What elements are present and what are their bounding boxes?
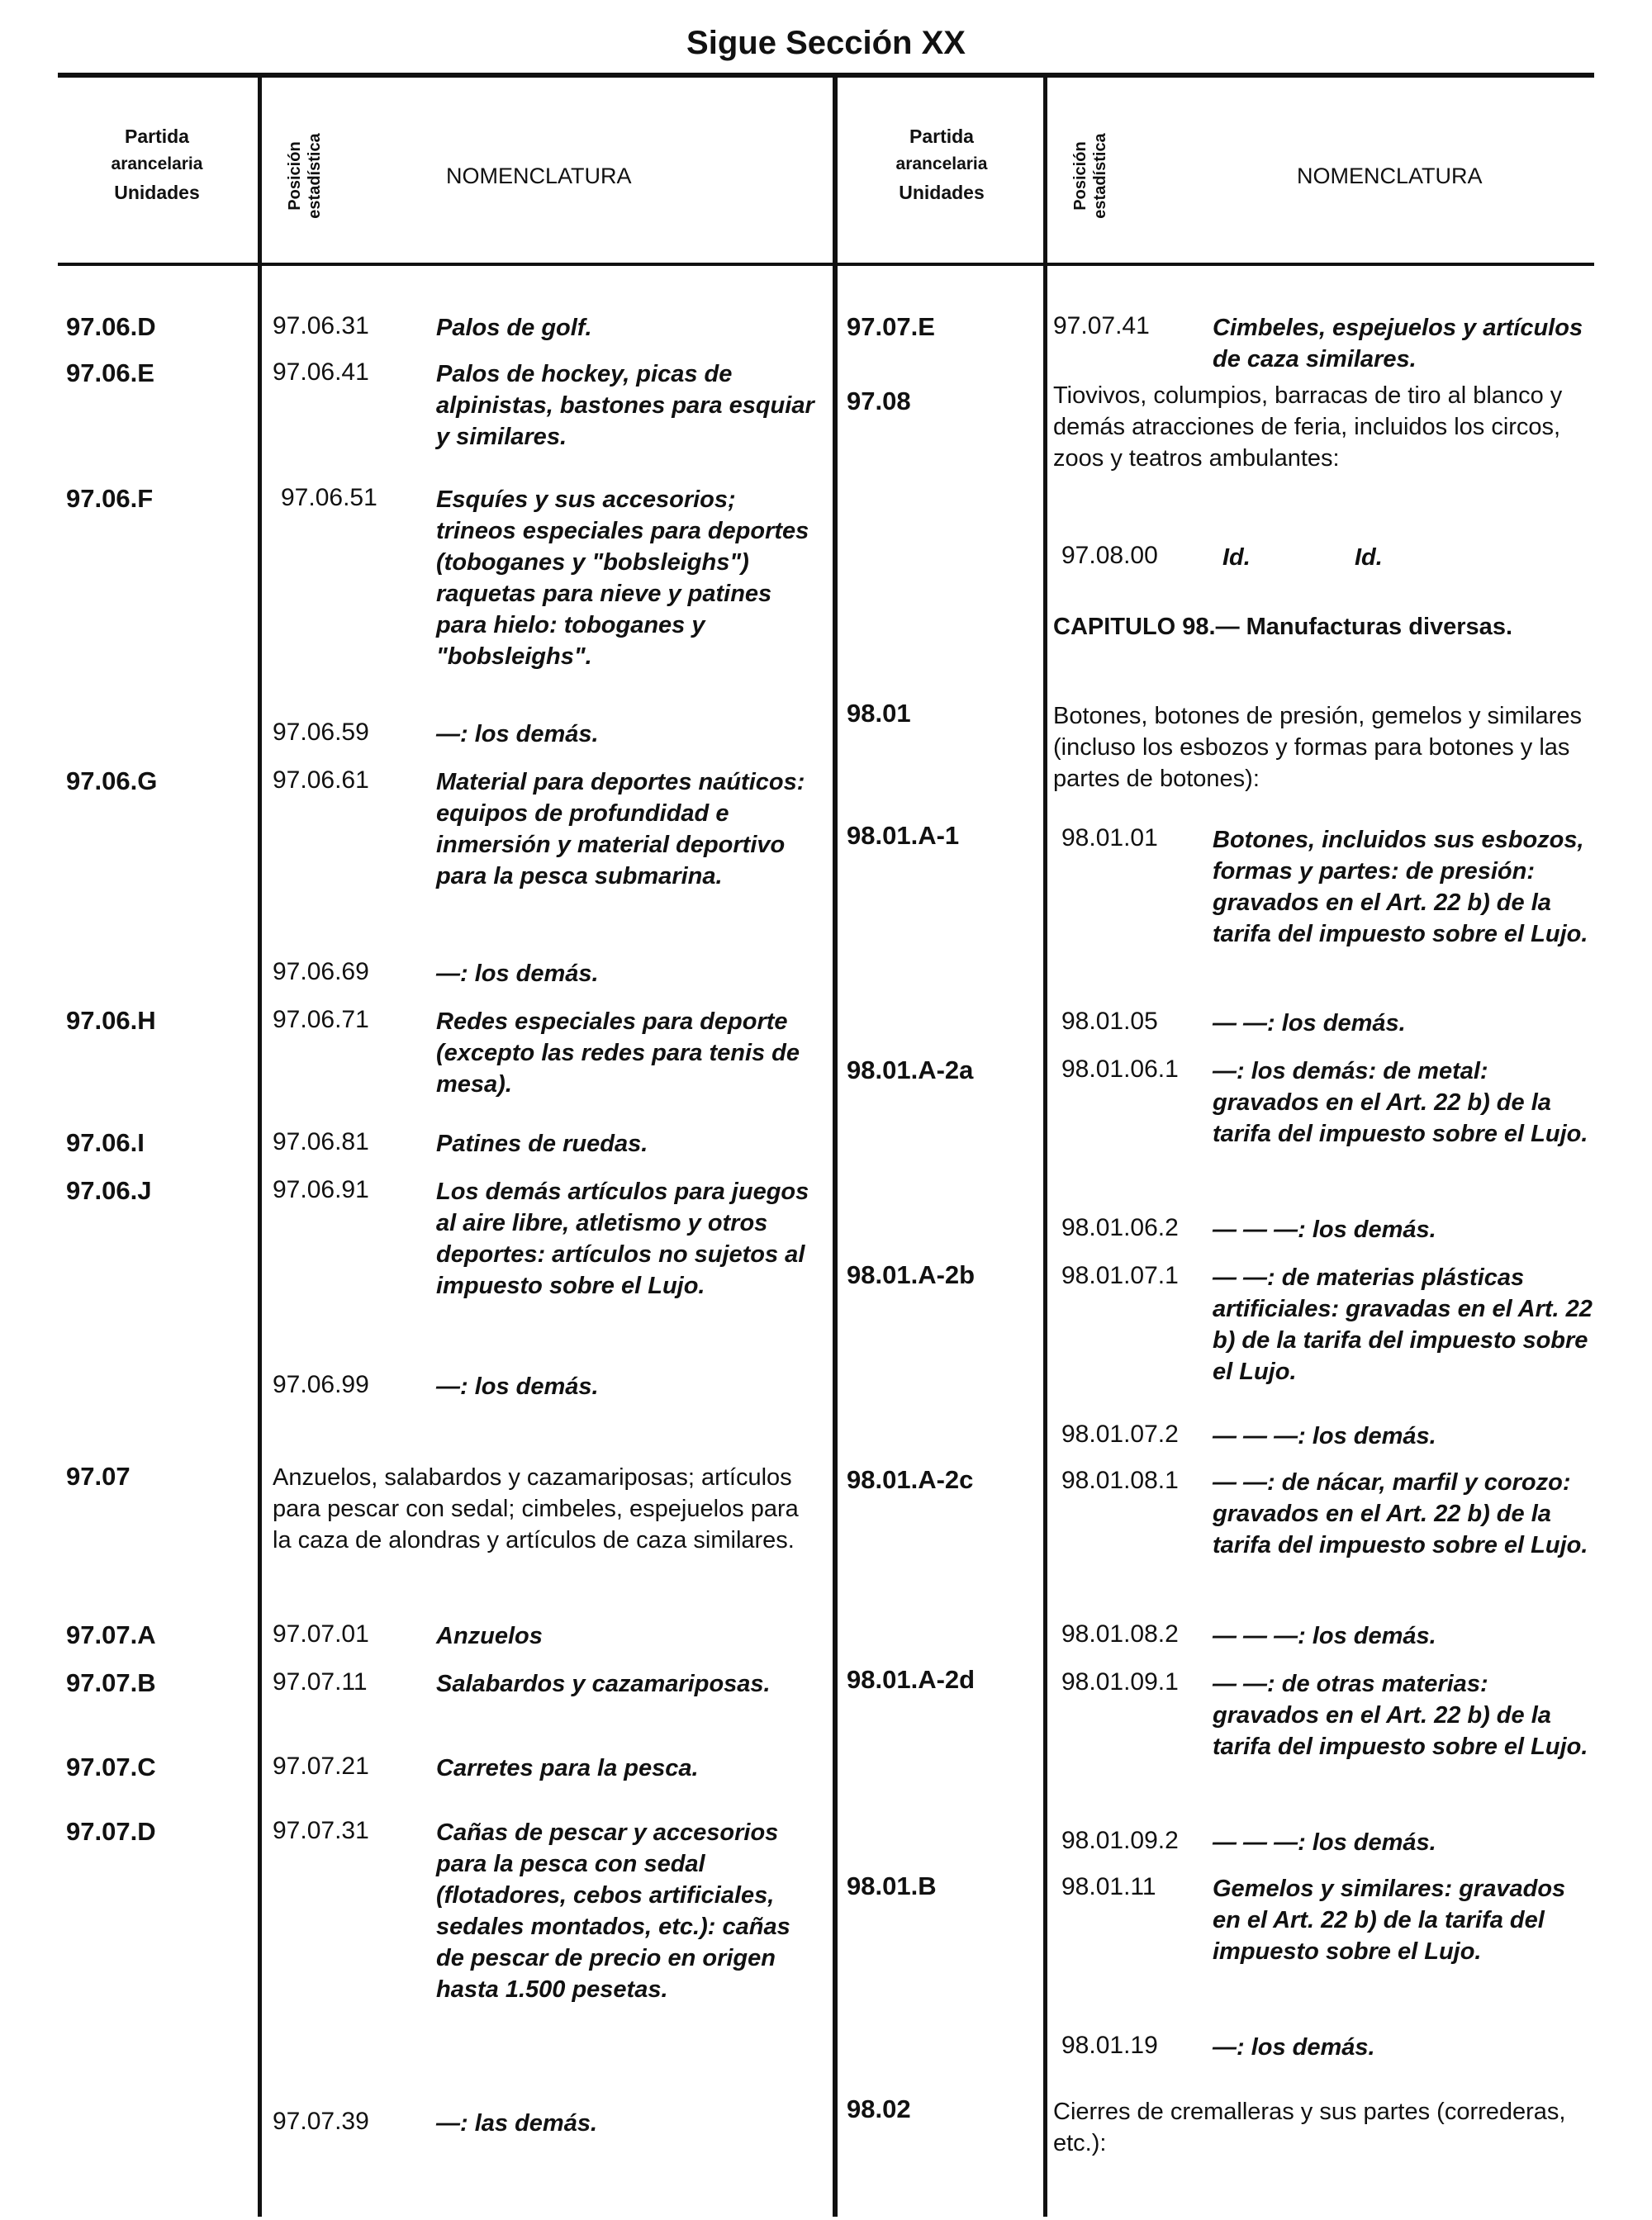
nomenclature-text: Cañas de pescar y accesorios para la pesca con sedal (flotadores, cebos artificiales, sedales montados, etc.): cañas de pescar de precio en origen hasta 1.500 pesetas. — [436, 1819, 790, 2003]
nomenclature-text: Patines de ruedas. — [436, 1131, 648, 1157]
position-code: 97.07.01 — [273, 1620, 369, 1648]
position-code: 97.06.61 — [273, 766, 369, 794]
nomenclature-text: Los demás artículos para juegos al aire libre, atletismo y otros deportes: artículos no sujetos al impuesto sobre el Lujo. — [436, 1179, 809, 1299]
position-code: 98.01.01 — [1061, 824, 1158, 851]
nomenclature-text: Salabardos y cazamariposas. — [436, 1671, 771, 1697]
nomenclature-text: Anzuelos — [436, 1623, 543, 1649]
position-code: 98.01.06.1 — [1061, 1055, 1179, 1083]
page-title: Sigue Sección XX — [686, 25, 966, 61]
partida-code: 97.07 — [66, 1462, 131, 1491]
id-mark: Id. — [1222, 544, 1251, 571]
partida-code: 97.06.G — [66, 766, 158, 795]
position-code: 97.06.69 — [273, 958, 369, 985]
position-code: 98.01.07.2 — [1061, 1421, 1179, 1448]
nomenclature-text: Anzuelos, salabardos y cazamariposas; artículos para pescar con sedal; cimbeles, espejuelos para la caza de alondras y artículos de caza similares. — [273, 1464, 799, 1554]
position-code: 97.08.00 — [1061, 542, 1158, 569]
nomenclature-text: — —: de otras materias: gravados en el Art. 22 b) de la tarifa del impuesto sobre el Lujo. — [1213, 1671, 1588, 1760]
nomenclature-text: Palos de hockey, picas de alpinistas, bastones para esquiar y similares. — [436, 361, 814, 450]
nomenclature-text: — —: de materias plásticas artificiales: gravadas en el Art. 22 b) de la tarifa del impuesto sobre el Lujo. — [1213, 1264, 1593, 1385]
table-top-rule — [58, 73, 1594, 78]
partida-code: 97.07.A — [66, 1620, 156, 1649]
header-posicion: Posición estadística — [1071, 133, 1109, 219]
partida-code: 97.06.D — [66, 312, 156, 341]
nomenclature-text: — —: de nácar, marfil y corozo: gravados en el Art. 22 b) de la tarifa del impuesto sobre el Lujo. — [1213, 1469, 1588, 1558]
partida-code: 97.07.E — [847, 312, 935, 341]
position-code: 97.07.41 — [1053, 312, 1150, 339]
center-divider — [833, 78, 838, 2217]
header-partida: Partida arancelaria Unidades — [111, 126, 203, 203]
partida-code: 97.07.D — [66, 1817, 156, 1846]
partida-code: 98.01.A-2c — [847, 1465, 974, 1494]
partida-code: 98.01.A-2b — [847, 1260, 976, 1289]
nomenclature-text: Esquíes y sus accesorios; trineos especiales para deportes (toboganes y "bobsleighs") raquetas para nieve y patines para hielo: toboganes y "bobsleighs". — [436, 486, 809, 670]
nomenclature-text: Cierres de cremalleras y sus partes (correderas, etc.): — [1053, 2099, 1566, 2156]
nomenclature-text: Tiovivos, columpios, barracas de tiro al blanco y demás atracciones de feria, incluidos los circos, zoos y teatros ambulantes: — [1053, 382, 1563, 472]
nomenclature-text: Redes especiales para deporte (excepto las redes para tenis de mesa). — [436, 1008, 800, 1098]
header-nomenclatura: NOMENCLATURA — [1297, 164, 1483, 188]
header-posicion: Posición estadística — [286, 133, 324, 219]
partida-code: 97.06.I — [66, 1128, 145, 1157]
nomenclature-text: Cimbeles, espejuelos y artículos de caza similares. — [1213, 315, 1583, 372]
position-code: 97.06.81 — [273, 1128, 369, 1155]
nomenclature-text: —: los demás: de metal: gravados en el Art. 22 b) de la tarifa del impuesto sobre el Lujo. — [1213, 1058, 1588, 1147]
position-code: 97.06.51 — [281, 484, 377, 511]
partida-code: 98.01 — [847, 699, 911, 728]
position-code: 98.01.05 — [1061, 1008, 1158, 1035]
nomenclature-text: Botones, incluidos sus esbozos, formas y partes: de presión: gravados en el Art. 22 b) de la tarifa del impuesto sobre el Lujo. — [1213, 827, 1588, 947]
id-mark: Id. — [1355, 544, 1383, 571]
partida-code: 97.06.F — [66, 484, 154, 513]
nomenclature-text: —: los demás. — [436, 1373, 599, 1400]
nomenclature-text: Material para deportes naúticos: equipos de profundidad e inmersión y material deportivo para la pesca submarina. — [436, 769, 805, 889]
partida-code: 97.08 — [847, 387, 911, 415]
column-divider — [1043, 78, 1047, 2217]
nomenclature-text: Palos de golf. — [436, 315, 592, 341]
nomenclature-text: Carretes para la pesca. — [436, 1755, 699, 1781]
column-divider — [258, 78, 262, 2217]
header-bottom-rule — [58, 263, 1594, 266]
position-code: 97.07.21 — [273, 1753, 369, 1780]
partida-code: 97.06.H — [66, 1006, 156, 1035]
position-code: 97.07.39 — [273, 2108, 369, 2135]
partida-code: 98.01.B — [847, 1871, 937, 1900]
partida-code: 97.06.E — [66, 358, 154, 387]
header-nomenclatura: NOMENCLATURA — [446, 164, 632, 188]
position-code: 98.01.08.1 — [1061, 1467, 1179, 1494]
partida-code: 97.07.B — [66, 1668, 156, 1697]
position-code: 98.01.09.2 — [1061, 1827, 1179, 1854]
partida-code: 97.07.C — [66, 1753, 156, 1781]
partida-code: 97.06.J — [66, 1176, 152, 1205]
position-code: 97.06.59 — [273, 719, 369, 746]
position-code: 97.06.41 — [273, 358, 369, 386]
chapter-heading: CAPITULO 98.— Manufacturas diversas. — [1053, 614, 1512, 640]
position-code: 98.01.07.1 — [1061, 1262, 1179, 1289]
nomenclature-text: — —: los demás. — [1213, 1010, 1406, 1036]
position-code: 98.01.08.2 — [1061, 1620, 1179, 1648]
partida-code: 98.01.A-1 — [847, 821, 960, 850]
nomenclature-text: —: los demás. — [436, 721, 599, 747]
header-partida: Partida arancelaria Unidades — [895, 126, 988, 203]
partida-code: 98.02 — [847, 2094, 911, 2123]
nomenclature-text: — — —: los demás. — [1213, 1829, 1436, 1856]
position-code: 98.01.06.2 — [1061, 1214, 1179, 1241]
nomenclature-text: — — —: los demás. — [1213, 1217, 1436, 1243]
nomenclature-text: Gemelos y similares: gravados en el Art. 22 b) de la tarifa del impuesto sobre el Lujo. — [1213, 1876, 1566, 1965]
partida-code: 98.01.A-2d — [847, 1665, 976, 1694]
nomenclature-text: —: las demás. — [436, 2110, 598, 2137]
position-code: 98.01.19 — [1061, 2032, 1158, 2059]
nomenclature-text: — — —: los demás. — [1213, 1423, 1436, 1449]
position-code: 97.07.11 — [273, 1668, 368, 1696]
position-code: 97.06.71 — [273, 1006, 369, 1033]
position-code: 98.01.09.1 — [1061, 1668, 1179, 1696]
nomenclature-text: Botones, botones de presión, gemelos y similares (incluso los esbozos y formas para botones y las partes de botones): — [1053, 703, 1582, 792]
position-code: 97.06.31 — [273, 312, 369, 339]
partida-code: 98.01.A-2a — [847, 1055, 974, 1084]
position-code: 98.01.11 — [1061, 1873, 1156, 1900]
nomenclature-text: —: los demás. — [436, 961, 599, 987]
nomenclature-text: — — —: los demás. — [1213, 1623, 1436, 1649]
position-code: 97.06.91 — [273, 1176, 369, 1203]
position-code: 97.07.31 — [273, 1817, 369, 1844]
nomenclature-text: —: los demás. — [1213, 2034, 1375, 2061]
position-code: 97.06.99 — [273, 1371, 369, 1398]
